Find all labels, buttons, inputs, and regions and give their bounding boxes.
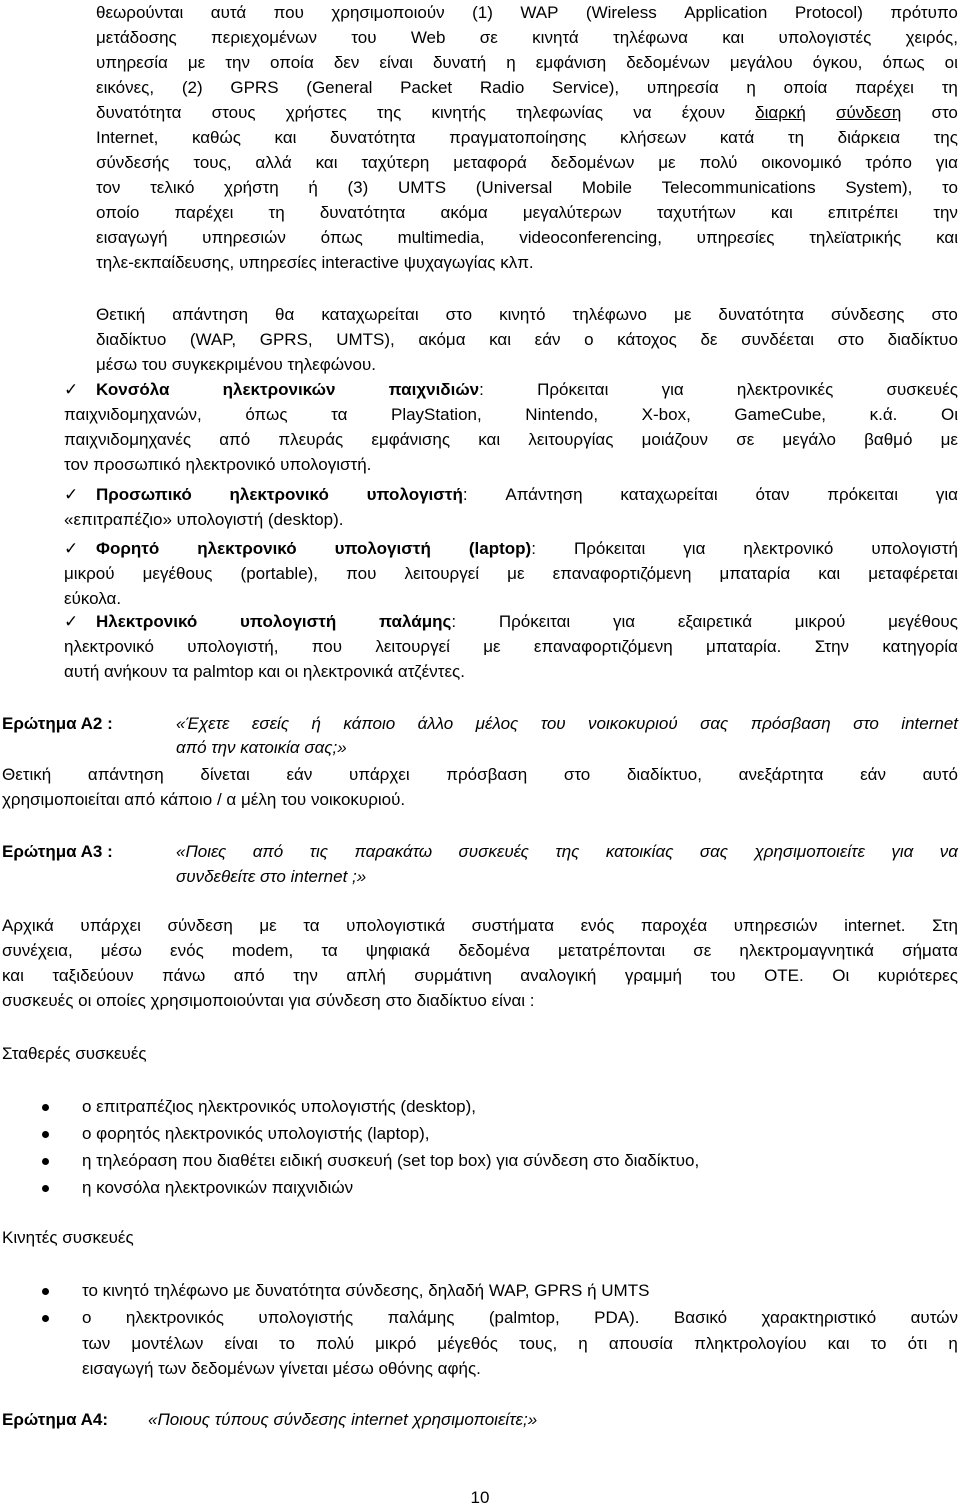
answer-line: Θετική απάντηση δίνεται εάν υπάρχει πρόσβαση στο διαδίκτυο, ανεξάρτητα εάν αυτό: [2, 765, 958, 784]
fixed-device-item: η τηλεόραση που διαθέτει ειδική συσκευή (set top box) για σύνδεση στο διαδίκτυο,: [82, 1151, 700, 1170]
answer-line: χρησιμοποιείται από κάποιο / α μέλη του νοικοκυριού.: [2, 790, 406, 809]
check-item-line: αυτή ανήκουν τα palmtop και οι ηλεκτρονικά ατζέντες.: [64, 662, 465, 681]
check-item-line: «επιτραπέζιο» υπολογιστή (desktop).: [64, 510, 344, 529]
intro-line: τηλε-εκπαίδευσης, υπηρεσίες interactive ψυχαγωγίας κλπ.: [96, 253, 534, 272]
check-term: παιχνιδιών:: [388, 380, 484, 399]
page-number: 10: [470, 1488, 490, 1507]
bullet-icon: [42, 1288, 49, 1295]
positive-answer-line: Θετική απάντηση θα καταχωρείται στο κινητό τηλέφωνο με δυνατότητα σύνδεσης στο: [96, 305, 958, 324]
check-term: (laptop):: [468, 539, 536, 558]
mobile-device-item-cont: των μοντέλων είναι το πολύ μικρό μέγεθός τους, η απουσία πληκτρολογίου και το ότι η: [82, 1334, 958, 1353]
mobile-device-item-cont: εισαγωγή των δεδομένων γίνεται μέσω οθόνης αφής.: [82, 1359, 481, 1378]
check-item-first-line: Ηλεκτρονικό υπολογιστή παλάμης: Πρόκειται για εξαιρετικά μικρού μεγέθους: [96, 612, 958, 631]
question-label: Ερώτημα Α4:: [2, 1410, 109, 1429]
question-label: Ερώτημα Α3 :: [2, 842, 113, 861]
check-item-first-line: Φορητό ηλεκτρονικό υπολογιστή (laptop): Πρόκειται για ηλεκτρονικό υπολογιστή: [96, 539, 958, 558]
connection-line: Αρχικά υπάρχει σύνδεση με τα υπολογιστικά συστήματα ενός παροχέα υπηρεσιών internet. Στη: [2, 916, 958, 935]
intro-line: θεωρούνται αυτά που χρησιμοποιούν (1) WAP (Wireless Application Protocol) πρότυπο: [96, 3, 958, 22]
check-item-line: μικρού μεγέθους (portable), που λειτουργεί με επαναφορτιζόμενη μπαταρία και μεταφέρεται: [64, 564, 958, 583]
connection-line: και ταξιδεύουν πάνω από την απλή συρμάτινη αναλογική γραμμή του ΟΤΕ. Οι κυριότερες: [2, 966, 958, 985]
question-text: από την κατοικία σας;»: [176, 738, 347, 757]
check-item-first-line: Προσωπικό ηλεκτρονικό υπολογιστή: Απάντηση καταχωρείται όταν πρόκειται για: [96, 485, 958, 504]
check-item-line: τον προσωπικό ηλεκτρονικό υπολογιστή.: [64, 455, 372, 474]
fixed-device-item: ο επιτραπέζιος ηλεκτρονικός υπολογιστής (desktop),: [82, 1097, 476, 1116]
bullet-icon: [42, 1185, 49, 1192]
intro-line: μετάδοσης περιεχομένων του Web σε κινητά τηλέφωνα και υπολογιστές χειρός,: [96, 28, 958, 47]
fixed-device-item: η κονσόλα ηλεκτρονικών παιχνιδιών: [82, 1178, 354, 1197]
intro-line: σύνδεσής τους, αλλά και ταχύτερη μεταφορά δεδομένων με πολύ οικονομικό τρόπο για: [96, 153, 958, 172]
intro-line: οποίο παρέχει τη δυνατότητα ακόμα μεγαλύτερων ταχυτήτων και επιτρέπει την: [96, 203, 958, 222]
positive-answer-line: μέσω του συγκεκριμένου τηλεφώνου.: [96, 355, 376, 374]
bullet-icon: [42, 1104, 49, 1111]
check-icon: ✓: [64, 612, 79, 631]
intro-line: εικόνες, (2) GPRS (General Packet Radio Service), υπηρεσία η οποία παρέχει τη: [96, 78, 958, 97]
check-icon: ✓: [64, 539, 79, 558]
question-text: «Έχετε εσείς ή κάποιο άλλο μέλος του νοικοκυριού σας πρόσβαση στο internet: [176, 714, 958, 733]
intro-line: τον τελικό χρήστη ή (3) UMTS (Universal Mobile Telecommunications System), το: [96, 178, 958, 197]
intro-line: Internet, καθώς και δυνατότητα πραγματοποίησης κλήσεων κατά τη διάρκεια της: [96, 128, 958, 147]
check-icon: ✓: [64, 485, 79, 504]
fixed-devices-heading: Σταθερές συσκευές: [2, 1044, 147, 1063]
check-item-line: παιχνιδομηχανές από πλευράς εμφάνισης και λειτουργίας μοιάζουν σε μεγάλο βαθμό με: [64, 430, 958, 449]
question-label: Ερώτημα Α2 :: [2, 714, 113, 733]
check-item-first-line: Κονσόλα ηλεκτρονικών παιχνιδιών: Πρόκειται για ηλεκτρονικές συσκευές: [96, 380, 958, 399]
bullet-icon: [42, 1315, 49, 1322]
question-text: συνδεθείτε στο internet ;»: [176, 867, 367, 886]
question-text: «Ποιες από τις παρακάτω συσκευές της κατοικίας σας χρησιμοποιείτε για να: [176, 842, 958, 861]
connection-line: συνέχεια, μέσω ενός modem, τα ψηφιακά δεδομένα μετατρέπονται σε ηλεκτρομαγνητικά σήματα: [2, 941, 958, 960]
check-item-line: παιχνιδομηχανών, όπως τα PlayStation, Nintendo, X-box, GameCube, κ.ά. Οι: [64, 405, 958, 424]
positive-answer-line: διαδίκτυο (WAP, GPRS, UMTS), ακόμα και εάν ο κάτοχος δε συνδέεται στο διαδίκτυο: [96, 330, 958, 349]
check-item-line: ηλεκτρονικό υπολογιστή, που λειτουργεί με επαναφορτιζόμενη μπαταρία. Στην κατηγορία: [64, 637, 958, 656]
mobile-device-item: ο ηλεκτρονικός υπολογιστής παλάμης (palmtop, PDA). Βασικό χαρακτηριστικό αυτών: [82, 1308, 958, 1327]
check-icon: ✓: [64, 380, 79, 399]
check-item-line: εύκολα.: [64, 589, 122, 608]
intro-line: δυνατότητα στους χρήστες της κινητής τηλεφωνίας να έχουν διαρκή σύνδεση στο: [96, 103, 958, 122]
mobile-devices-heading: Κινητές συσκευές: [2, 1228, 134, 1247]
mobile-device-item: το κινητό τηλέφωνο με δυνατότητα σύνδεσης, δηλαδή WAP, GPRS ή UMTS: [82, 1281, 650, 1300]
connection-line: συσκευές οι οποίες χρησιμοποιούνται για σύνδεση στο διαδίκτυο είναι :: [2, 991, 535, 1010]
bullet-icon: [42, 1158, 49, 1165]
intro-line: υπηρεσία με την οποία δεν είναι δυνατή η εμφάνιση δεδομένων μεγάλου όγκου, όπως οι: [96, 53, 958, 72]
question-text: «Ποιους τύπους σύνδεσης internet χρησιμοποιείτε;»: [148, 1410, 538, 1429]
check-term: υπολογιστή:: [366, 485, 468, 504]
intro-line: εισαγωγή υπηρεσιών όπως multimedia, videoconferencing, υπηρεσίες τηλεϊατρικής και: [96, 228, 958, 247]
fixed-device-item: ο φορητός ηλεκτρονικός υπολογιστής (laptop),: [82, 1124, 430, 1143]
check-term: παλάμης:: [379, 612, 457, 631]
bullet-icon: [42, 1131, 49, 1138]
